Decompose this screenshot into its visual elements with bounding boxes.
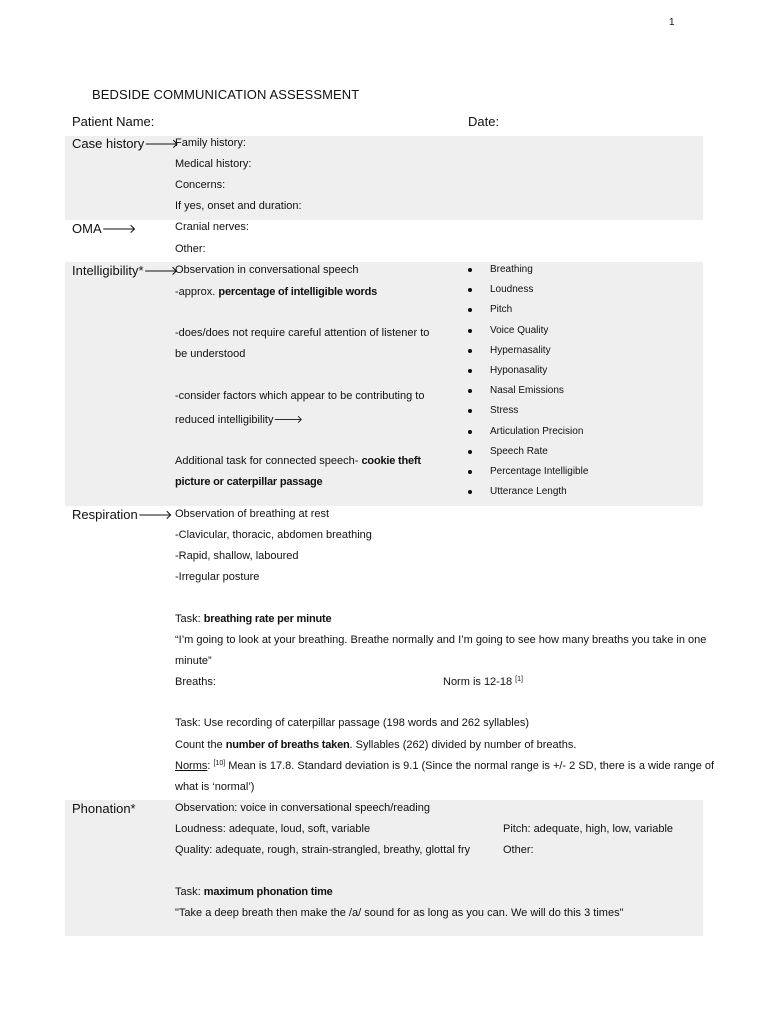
page-number: 1	[669, 17, 675, 28]
list-item: Pitch	[466, 303, 588, 323]
respiration-quote-2: minute”	[175, 655, 212, 667]
date-label: Date:	[468, 114, 500, 129]
patient-name-label: Patient Name:	[72, 114, 155, 129]
bullet-icon	[468, 430, 472, 434]
phonation-quote: "Take a deep breath then make the /a/ sound for as long as you can. We will do this 3 times"	[175, 907, 624, 919]
list-item: Percentage Intelligible	[466, 465, 588, 485]
respiration-norm: Norm is 12-18 [1]	[443, 676, 523, 688]
list-item: Speech Rate	[466, 445, 588, 465]
phonation-task: Task: maximum phonation time	[175, 886, 333, 898]
phonation-other: Other:	[503, 844, 534, 856]
phonation-quality: Quality: adequate, rough, strain-strangled, breathy, glottal fry	[175, 844, 471, 856]
list-item: Breathing	[466, 263, 588, 283]
respiration-irregular: -Irregular posture	[175, 571, 260, 583]
bullet-icon	[468, 308, 472, 312]
list-item: Articulation Precision	[466, 425, 588, 445]
case-history-concerns: Concerns:	[175, 179, 226, 191]
section-label-case-history: Case history🡒	[72, 136, 180, 151]
section-label-phonation: Phonation*	[72, 801, 136, 816]
intelligibility-additional-1: Additional task for connected speech- cookie theft	[175, 455, 421, 467]
respiration-clavicular: -Clavicular, thoracic, abdomen breathing	[175, 529, 372, 541]
bullet-icon	[468, 409, 472, 413]
bullet-icon	[468, 288, 472, 292]
list-item: Loudness	[466, 283, 588, 303]
right-arrow-icon: 🡒	[144, 136, 180, 151]
intelligibility-factors-1: -consider factors which appear to be contributing to	[175, 390, 425, 402]
bullet-icon	[468, 268, 472, 272]
intelligibility-factor-list	[466, 263, 588, 505]
respiration-norms-2: what is ‘normal’)	[175, 781, 255, 793]
oma-cranial-nerves: Cranial nerves:	[175, 221, 249, 233]
list-item: Voice Quality	[466, 324, 588, 344]
phonation-pitch: Pitch: adequate, high, low, variable	[503, 823, 674, 835]
bullet-icon	[468, 470, 472, 474]
respiration-breaths-label: Breaths:	[175, 676, 216, 688]
document-title: BEDSIDE COMMUNICATION ASSESSMENT	[92, 87, 360, 102]
case-history-medical: Medical history:	[175, 158, 252, 170]
respiration-quote-1: “I’m going to look at your breathing. Breathe normally and I’m going to see how many breaths you take in one	[175, 634, 707, 646]
respiration-count: Count the number of breaths taken. Syllables (262) divided by number of breaths.	[175, 739, 577, 751]
list-item: Stress	[466, 404, 588, 424]
list-item: Hypernasality	[466, 344, 588, 364]
right-arrow-icon: 🡒	[273, 414, 303, 426]
bullet-icon	[468, 329, 472, 333]
respiration-observation: Observation of breathing at rest	[175, 508, 330, 520]
section-label-intelligibility: Intelligibility*🡒	[72, 263, 179, 278]
phonation-loudness: Loudness: adequate, loud, soft, variable	[175, 823, 371, 835]
respiration-norms: Norms: [10] Mean is 17.8. Standard deviation is 9.1 (Since the normal range is +/- 2 SD, there is a wide range of	[175, 760, 715, 772]
section-label-oma: OMA🡒	[72, 221, 137, 236]
bullet-icon	[468, 490, 472, 494]
bullet-icon	[468, 389, 472, 393]
phonation-observation: Observation: voice in conversational speech/reading	[175, 802, 430, 814]
bullet-icon	[468, 450, 472, 454]
list-item: Utterance Length	[466, 485, 588, 505]
oma-other: Other:	[175, 243, 206, 255]
list-item: Hyponasality	[466, 364, 588, 384]
intelligibility-approx: -approx. percentage of intelligible words	[175, 286, 378, 298]
intelligibility-careful-1: -does/does not require careful attention of listener to	[175, 327, 430, 339]
case-history-onset: If yes, onset and duration:	[175, 200, 302, 212]
right-arrow-icon: 🡒	[137, 507, 173, 522]
intelligibility-observation: Observation in conversational speech	[175, 264, 359, 276]
respiration-rapid: -Rapid, shallow, laboured	[175, 550, 299, 562]
respiration-task: Task: breathing rate per minute	[175, 613, 332, 625]
case-history-family: Family history:	[175, 137, 246, 149]
right-arrow-icon: 🡒	[101, 221, 137, 236]
bullet-icon	[468, 369, 472, 373]
respiration-task-2: Task: Use recording of caterpillar passage (198 words and 262 syllables)	[175, 717, 530, 729]
list-item: Nasal Emissions	[466, 384, 588, 404]
intelligibility-factors-2: reduced intelligibility🡒	[175, 414, 303, 426]
intelligibility-careful-2: be understood	[175, 348, 246, 360]
intelligibility-additional-2: picture or caterpillar passage	[175, 476, 323, 488]
right-arrow-icon: 🡒	[143, 263, 179, 278]
bullet-icon	[468, 349, 472, 353]
intelligibility-band	[65, 262, 703, 506]
section-label-respiration: Respiration🡒	[72, 507, 173, 522]
